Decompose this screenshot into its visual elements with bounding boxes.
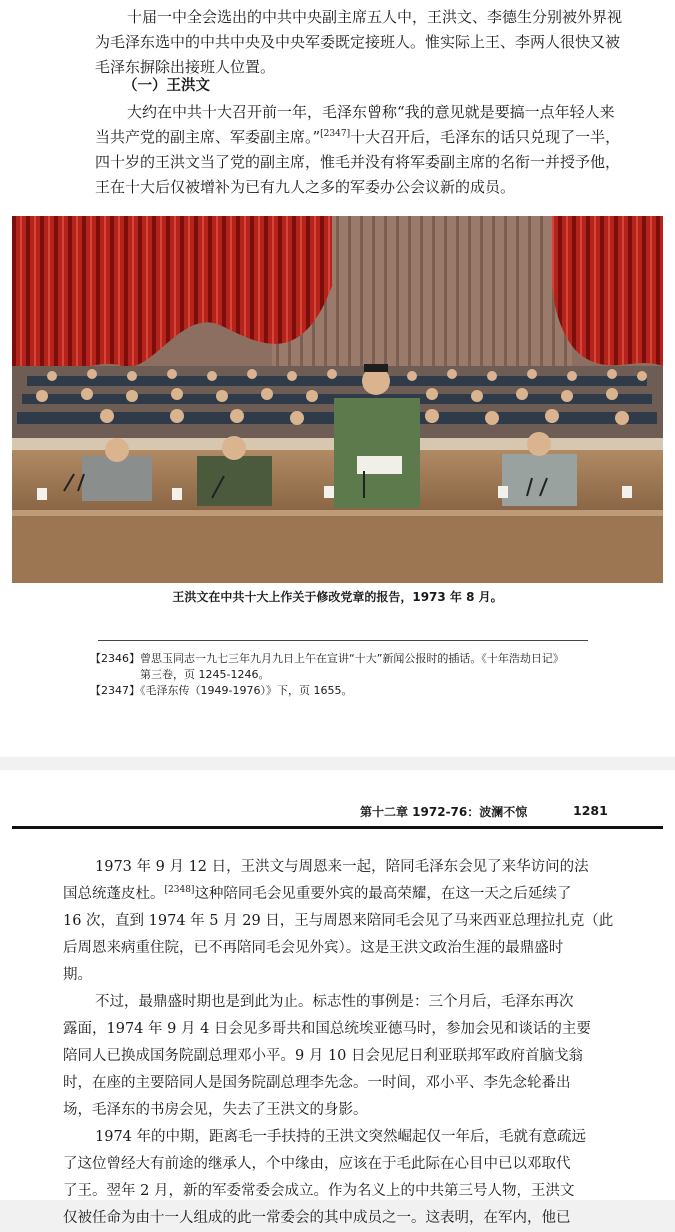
text-line: 陪同人已换成国务院副总理邓小平。9 月 10 日会见尼日利亚联邦军政府首脑戈翁 xyxy=(63,1048,584,1064)
footnote-text: 【2346】曾思玉同志一九七三年九月九日上午在宣讲“十大”新闻公报时的插话。《十年浩劫日记》 xyxy=(90,652,564,665)
photo-caption: 王洪文在中共十大上作关于修改党章的报告，1973 年 8 月。 xyxy=(172,590,503,604)
page-number: 1281 xyxy=(573,803,608,818)
text-line: 场，毛泽东的书房会见，失去了王洪文的身影。 xyxy=(63,1102,368,1118)
text-line: 了这位曾经大有前途的继承人，个中缘由，应该在于毛此际在心目中已以邓取代 xyxy=(63,1156,571,1172)
footnote-ref[interactable]: [2348] xyxy=(164,885,195,896)
text-span: 这种陪同毛会见重要外宾的最高荣耀，在这一天之后延续了 xyxy=(194,886,572,902)
text-line: 1973 年 9 月 12 日，王洪文与周恩来一起，陪同毛泽东会见了来华访问的法 xyxy=(95,859,589,875)
text-line: 不过，最鼎盛时期也是到此为止。标志性的事例是：三个月后，毛泽东再次 xyxy=(95,994,574,1010)
text-line: 期。 xyxy=(63,967,92,983)
text-line: 十届一中全会选出的中共中央副主席五人中，王洪文、李德生分别被外界视 xyxy=(127,8,623,26)
text-span: 当共产党的副主席、军委副主席。” xyxy=(95,128,321,146)
footnote-2347 xyxy=(90,683,650,699)
text-line: 16 次，直到 1974 年 5 月 29 日，王与周恩来陪同毛会见了马来西亚总理拉扎克（此 xyxy=(63,913,614,929)
running-head: 第十二章 1972-76：波澜不惊 xyxy=(360,805,528,819)
footnote-2346 xyxy=(90,651,650,683)
text-line: 大约在中共十大召开前一年，毛泽东曾称“我的意见就是要搞一点年轻人来 xyxy=(127,103,615,121)
text-line: 了王。翌年 2 月，新的军委常委会成立。作为名义上的中共第三号人物，王洪文 xyxy=(63,1183,575,1199)
body-paragraph xyxy=(63,854,623,989)
text-span: 十大召开后，毛泽东的话只兑现了一半， xyxy=(350,128,621,146)
footnote-text: 【2347】《毛泽东传（1949-1976）》下，页 1655。 xyxy=(90,684,353,697)
text-line: 四十岁的王洪文当了党的副主席，惟毛并没有将军委副主席的名衔一并授予他， xyxy=(95,153,621,171)
text-line: 时，在座的主要陪同人是国务院副总理李先念。一时间，邓小平、李先念轮番出 xyxy=(63,1075,571,1091)
text-line: 仅被任命为由十一人组成的此一常委会的其中成员之一。这表明，在军内，他已 xyxy=(63,1210,571,1226)
footnote-ref[interactable]: [2347] xyxy=(320,129,351,139)
body-paragraph xyxy=(63,989,623,1124)
body-paragraph xyxy=(95,100,635,200)
text-line: 为毛泽东选中的中共中央及中央军委既定接班人。惟实际上王、李两人很快又被 xyxy=(95,33,621,51)
intro-paragraph xyxy=(95,5,635,80)
text-line xyxy=(63,881,623,908)
text-span: 国总统蓬皮杜。 xyxy=(63,886,165,902)
section-heading: （一）王洪文 xyxy=(123,78,210,94)
body-paragraph xyxy=(63,1124,623,1232)
congress-photo xyxy=(12,216,663,583)
text-line: 露面，1974 年 9 月 4 日会见多哥共和国总统埃亚德马时，参加会见和谈话的主要 xyxy=(63,1021,591,1037)
footnote-text: 第三卷，页 1245-1246。 xyxy=(140,668,270,681)
text-line xyxy=(95,125,635,150)
text-line: 后周恩来病重住院，已不再陪同毛会见外宾）。这是王洪文政治生涯的最鼎盛时 xyxy=(63,940,564,956)
text-line: 王在十大后仅被增补为已有九人之多的军委办公会议新的成员。 xyxy=(95,178,516,196)
footnote-divider xyxy=(98,640,588,641)
header-rule xyxy=(12,826,663,829)
text-line: 毛泽东摒除出接班人位置。 xyxy=(95,58,276,76)
book-page-bottom xyxy=(0,770,675,1226)
text-line: 1974 年的中期，距离毛一手扶持的王洪文突然崛起仅一年后，毛就有意疏远 xyxy=(95,1129,587,1145)
